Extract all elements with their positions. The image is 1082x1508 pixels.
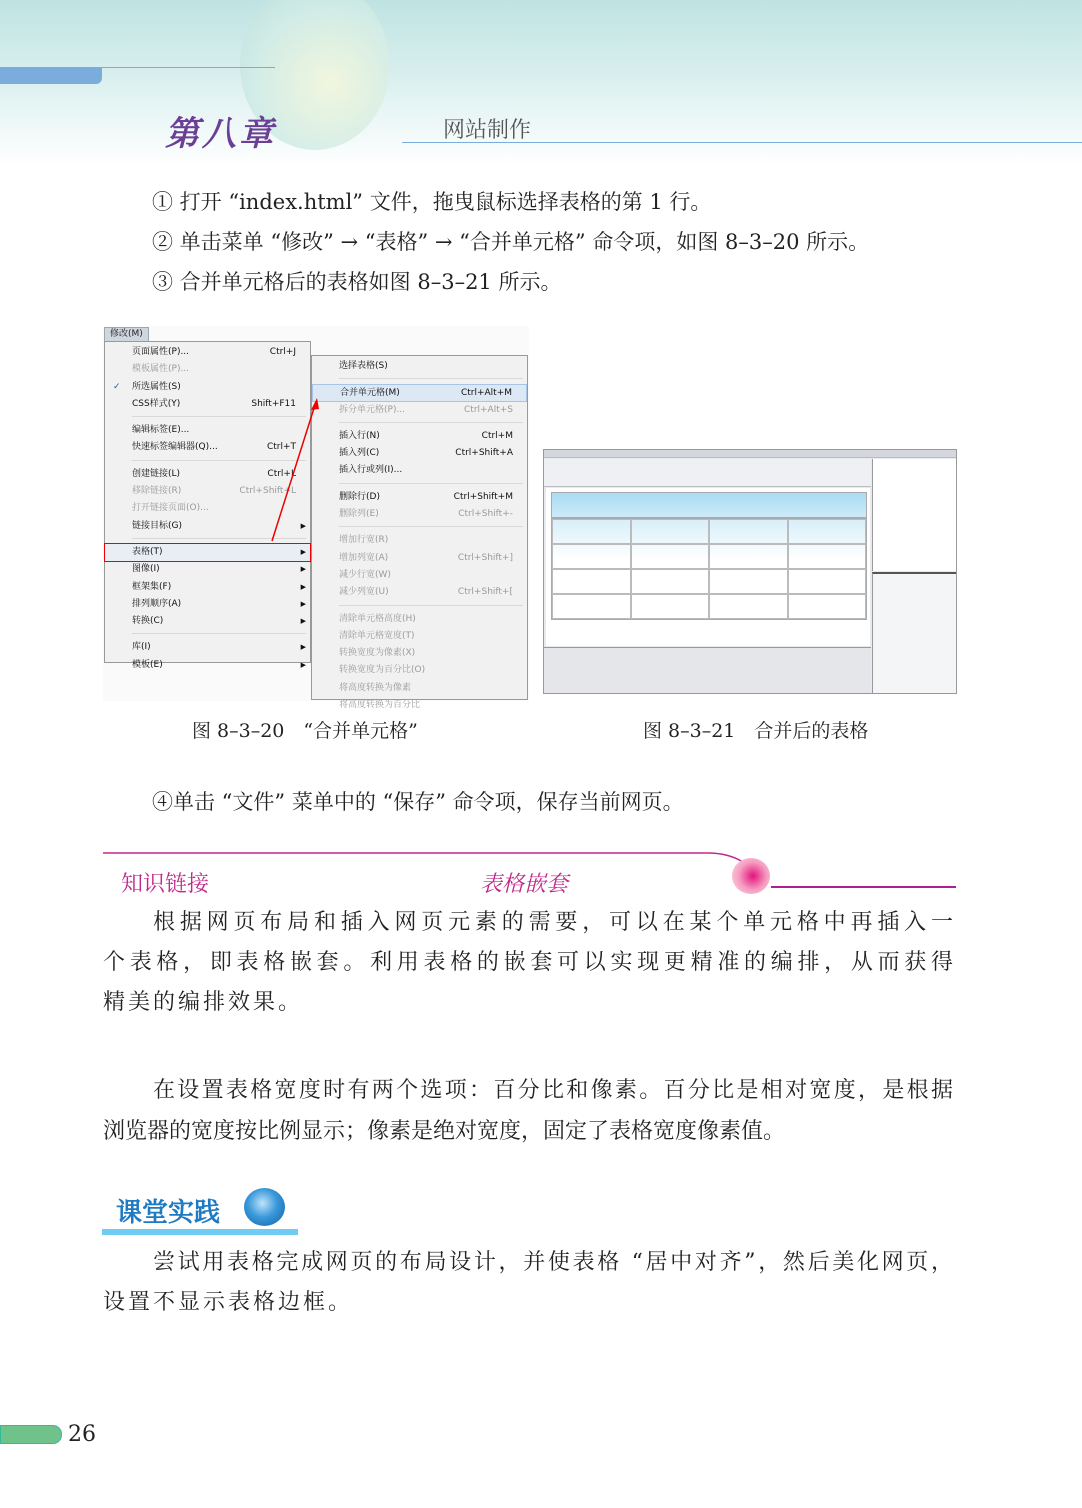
merged-cell xyxy=(551,492,867,518)
menu-item xyxy=(312,506,527,523)
menu-item-label: 排列顺序(A) xyxy=(132,598,182,609)
globe-icon xyxy=(244,1188,285,1226)
knowledge-gem-icon xyxy=(732,858,770,894)
menu-item[interactable] xyxy=(105,344,310,361)
menu-item[interactable] xyxy=(105,379,310,396)
menu-item[interactable] xyxy=(105,596,310,613)
submenu-arrow-icon: ▶ xyxy=(300,565,306,574)
knowledge-link-label: 知识链接 xyxy=(121,872,210,897)
menu-item-shortcut: Ctrl+Shift+] xyxy=(457,552,513,563)
menu-item xyxy=(312,680,527,697)
menu-item-label: 页面属性(P)... xyxy=(132,347,190,357)
menu-item-label: 模板属性(P)... xyxy=(132,364,190,375)
menu-item[interactable] xyxy=(312,445,527,462)
practice-text-line: 尝试用表格完成网页的布局设计，并使表格 “居中对齐”，然后美化网页， xyxy=(153,1250,953,1275)
menu-item-label: 转换(C) xyxy=(132,616,164,627)
check-icon: ✓ xyxy=(113,381,121,392)
table-submenu xyxy=(311,355,528,711)
menu-item-label: 拆分单元格(P)... xyxy=(339,404,406,415)
menu-item-label: 减少行宽(W) xyxy=(339,569,391,580)
menu-item-label: 链接目标(G) xyxy=(132,520,182,531)
menu-item-label: 创建链接(L) xyxy=(132,468,181,479)
menu-item-label: 删除列(E) xyxy=(339,509,379,520)
menu-item xyxy=(105,361,310,378)
menu-item-label: 编辑标签(E)... xyxy=(132,425,190,436)
design-view xyxy=(546,488,870,646)
submenu-arrow-icon: ▶ xyxy=(300,643,306,652)
submenu-arrow-icon: ▶ xyxy=(300,547,306,556)
menu-item[interactable] xyxy=(105,561,310,578)
menu-item[interactable] xyxy=(312,462,527,479)
menu-item-label: 增加列宽(A) xyxy=(339,552,389,563)
menu-item-label: 图像(I) xyxy=(132,564,160,575)
note-text-line: 在设置表格宽度时有两个选项：百分比和像素。百分比是相对宽度，是根据 xyxy=(153,1078,953,1103)
menu-item-label: 插入行(N) xyxy=(339,430,380,441)
figure-caption-2: 图 8–3–21 合并后的表格 xyxy=(643,720,869,742)
modify-menu-title[interactable]: 修改(M) xyxy=(104,327,149,342)
menu-item-shortcut: Ctrl+Alt+M xyxy=(460,388,512,399)
menu-item-shortcut: Ctrl+Shift+- xyxy=(458,509,513,520)
menu-item-label: 清除单元格高度(H) xyxy=(339,613,416,624)
red-arrow xyxy=(260,395,330,550)
step-3: ③ 合并单元格后的表格如图 8–3–21 所示。 xyxy=(152,270,562,294)
menu-item-label: 合并单元格(M) xyxy=(340,388,400,399)
menu-item xyxy=(312,697,527,714)
submenu-arrow-icon: ▶ xyxy=(300,617,306,626)
menu-item-label: 将高度转换为百分比 xyxy=(339,700,421,711)
page-number-tab xyxy=(0,1425,62,1444)
menu-item-label: 所选属性(S) xyxy=(132,381,181,392)
menu-item-shortcut: Ctrl+Shift+A xyxy=(455,448,513,459)
page-number: 26 xyxy=(68,1422,96,1447)
menu-item[interactable] xyxy=(312,358,527,375)
menu-item-label: 将高度转换为像素 xyxy=(339,682,412,693)
menu-item-label: 增加行宽(R) xyxy=(339,535,389,546)
step-4: ④单击 “文件” 菜单中的 “保存” 命令项，保存当前网页。 xyxy=(152,790,684,814)
knowledge-text-line: 精美的编排效果。 xyxy=(103,990,304,1015)
menubar xyxy=(544,450,956,458)
figure-caption-1: 图 8–3–20 “合并单元格” xyxy=(192,720,418,742)
menu-item-shortcut: Ctrl+Shift+L xyxy=(239,486,296,497)
menu-item xyxy=(312,611,527,628)
menu-item-label: 转换宽度为像素(X) xyxy=(339,648,416,659)
menu-item-label: CSS样式(Y) xyxy=(132,398,181,409)
menu-item xyxy=(312,645,527,662)
submenu-arrow-icon: ▶ xyxy=(300,660,306,669)
practice-label: 课堂实践 xyxy=(116,1198,221,1228)
menu-item[interactable] xyxy=(312,489,527,506)
menu-item-label: 选择表格(S) xyxy=(339,361,388,371)
section-title: 网站制作 xyxy=(443,118,532,143)
files-panel xyxy=(872,572,956,693)
menu-item-label: 转换宽度为百分比(O) xyxy=(339,665,426,676)
menu-item xyxy=(312,550,527,567)
menu-item-label: 框架集(F) xyxy=(132,581,172,592)
menu-item[interactable] xyxy=(105,657,310,674)
menu-item xyxy=(312,628,527,645)
properties-panel xyxy=(544,647,871,693)
table-grid xyxy=(551,518,867,620)
menu-item-label: 插入行或列(I)... xyxy=(339,465,403,476)
menu-item[interactable] xyxy=(312,384,527,401)
submenu-arrow-icon: ▶ xyxy=(300,521,306,530)
step-1: ① 打开 “index.html” 文件，拖曳鼠标选择表格的第 1 行。 xyxy=(152,190,712,214)
menu-item[interactable] xyxy=(105,579,310,596)
menu-item-shortcut: Ctrl+Shift+M xyxy=(453,491,513,502)
submenu-arrow-icon: ▶ xyxy=(300,582,306,591)
practice-underline xyxy=(102,1229,298,1235)
menu-item[interactable] xyxy=(312,428,527,445)
menu-item xyxy=(312,402,527,419)
menu-item-label: 删除行(D) xyxy=(339,491,380,502)
menu-item-shortcut: Ctrl+Shift+[ xyxy=(457,587,513,598)
menu-item-label: 模板(E) xyxy=(132,659,163,670)
menu-item-shortcut: Shift+F11 xyxy=(251,398,296,409)
page-header-background xyxy=(0,0,1082,165)
menu-item-label: 快速标签编辑器(Q)... xyxy=(132,442,218,453)
menu-item-label: 打开链接页面(O)... xyxy=(132,503,209,514)
css-panel xyxy=(872,459,956,571)
menu-item[interactable] xyxy=(105,613,310,630)
menu-item-shortcut: Ctrl+Alt+S xyxy=(464,404,513,415)
note-text-line: 浏览器的宽度按比例显示；像素是绝对宽度，固定了表格宽度像素值。 xyxy=(103,1119,786,1144)
menu-item-label: 插入列(C) xyxy=(339,448,380,459)
knowledge-link-title: 表格嵌套 xyxy=(480,872,569,897)
menu-item-shortcut: Ctrl+T xyxy=(266,442,296,453)
step-2: ② 单击菜单 “修改” → “表格” → “合并单元格” 命令项，如图 8–3–20 所示。 xyxy=(152,230,870,254)
menu-item[interactable] xyxy=(105,639,310,656)
chapter-title: 第八章 xyxy=(165,114,276,154)
menu-item xyxy=(312,532,527,549)
figure-dreamweaver-screenshot xyxy=(543,449,957,694)
header-tab xyxy=(0,68,102,84)
submenu-arrow-icon: ▶ xyxy=(300,599,306,608)
menu-item-shortcut: Ctrl+J xyxy=(269,347,296,357)
menu-item-label: 减少列宽(U) xyxy=(339,587,389,598)
knowledge-text-line: 个表格，即表格嵌套。利用表格的嵌套可以实现更精准的编排，从而获得 xyxy=(103,950,953,975)
menu-item-label: 库(I) xyxy=(132,642,151,653)
menu-item-shortcut: Ctrl+M xyxy=(481,430,513,441)
practice-text-line: 设置不显示表格边框。 xyxy=(103,1290,354,1315)
menu-item-shortcut: Ctrl+L xyxy=(267,468,296,479)
menu-item-label: 移除链接(R) xyxy=(132,486,182,497)
knowledge-text-line: 根据网页布局和插入网页元素的需要，可以在某个单元格中再插入一 xyxy=(153,910,953,935)
menu-item-label: 清除单元格宽度(T) xyxy=(339,630,415,641)
menu-item xyxy=(312,567,527,584)
menu-item xyxy=(312,584,527,601)
menu-item xyxy=(312,662,527,679)
menu-item-label: 表格(T) xyxy=(132,546,163,557)
document-toolbar xyxy=(544,459,871,487)
